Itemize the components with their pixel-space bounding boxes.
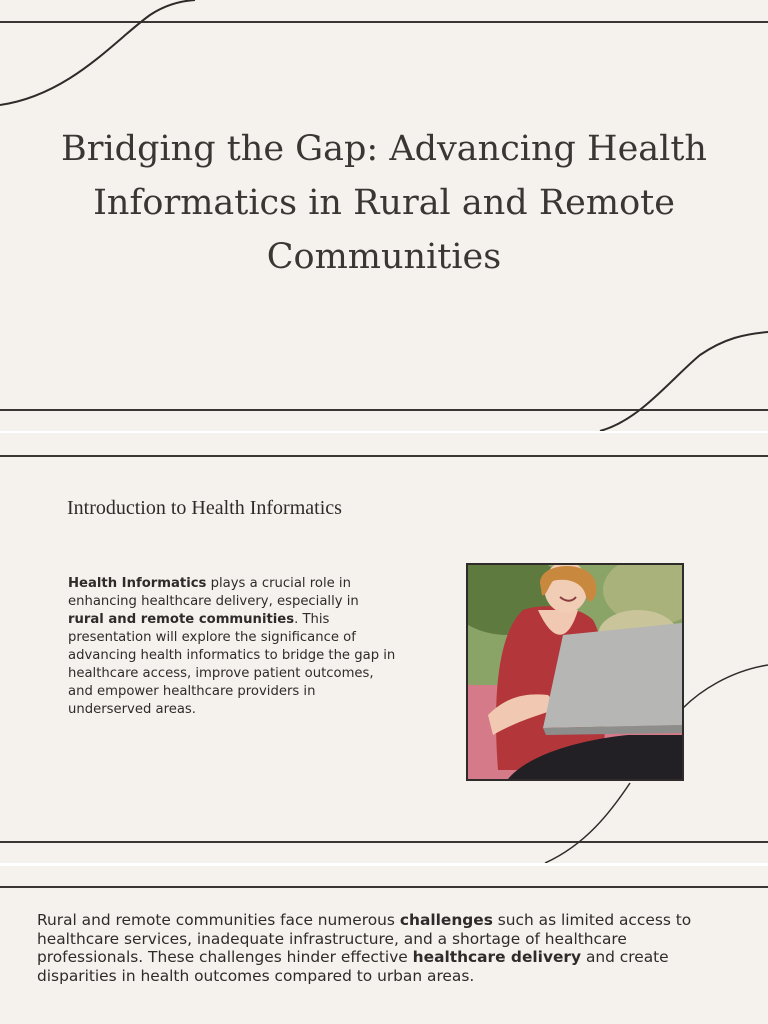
intro-text-part: . This presentation will explore the significance of advancing health informatics to bridge the gap in healthcare access, improve patient outcomes, and empower healthcare providers in underserved areas. — [68, 612, 396, 717]
challenges-paragraph — [37, 911, 737, 985]
challenges-slide — [0, 866, 768, 1024]
section-heading: Introduction to Health Informatics — [67, 497, 342, 519]
decorative-curves — [0, 433, 768, 863]
slide-title: Bridging the Gap: Advancing Health Informatics in Rural and Remote Communities — [61, 129, 707, 277]
intro-slide — [0, 433, 768, 863]
challenges-text-part: such as limited access to healthcare services, inadequate infrastructure, and a shortage of healthcare professionals. These challenges hinder effective — [37, 911, 692, 966]
top-divider-line — [0, 886, 768, 888]
intro-text-part: plays a crucial role in enhancing healthcare delivery, especially in — [68, 576, 359, 609]
title-slide — [0, 0, 768, 431]
challenges-text-part: and create disparities in health outcomes compared to urban areas. — [37, 948, 669, 985]
keyword-healthcare-delivery: healthcare delivery — [412, 948, 582, 966]
keyword-health-informatics: Health Informatics — [68, 576, 207, 591]
keyword-rural-remote: rural and remote communities — [68, 612, 295, 627]
challenges-text-part: Rural and remote communities face numerous — [37, 911, 400, 929]
keyword-challenges: challenges — [399, 911, 493, 929]
